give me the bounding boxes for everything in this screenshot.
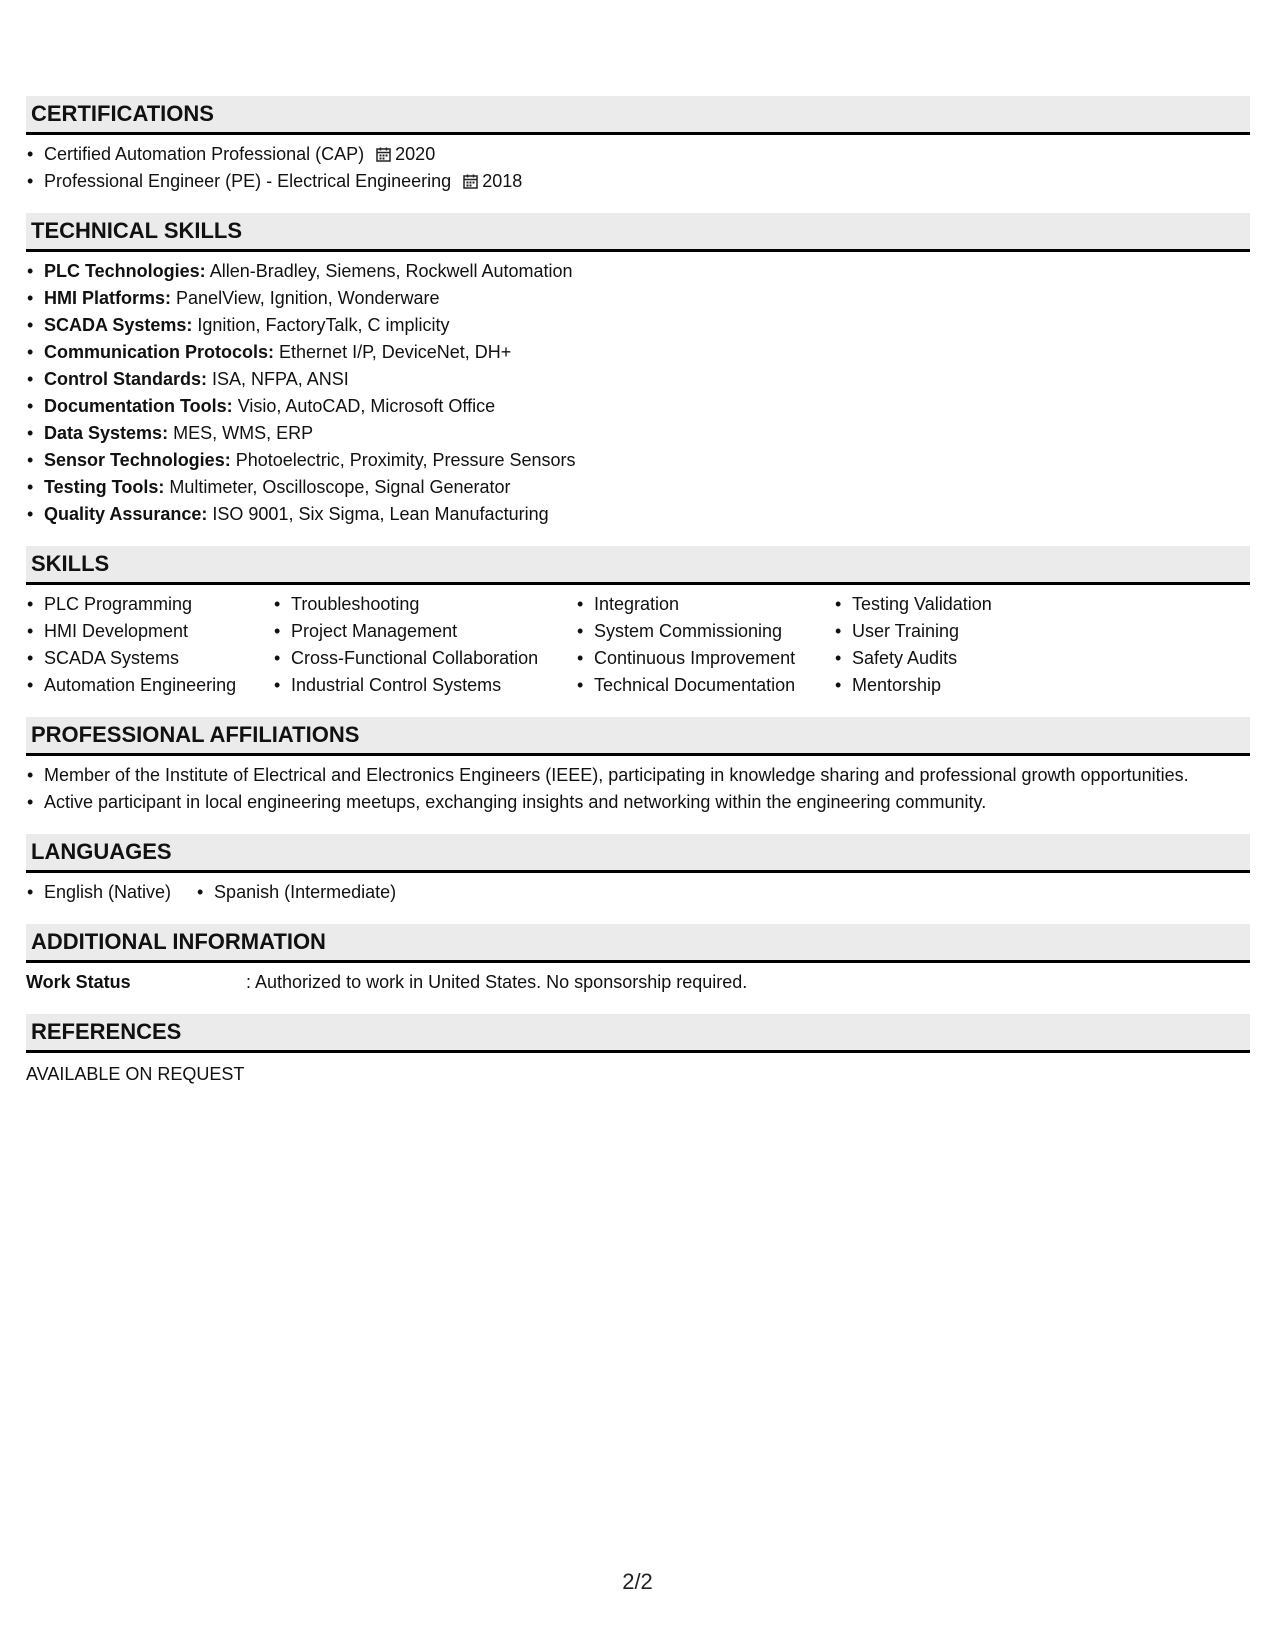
skill-item: • Cross-Functional Collaboration [273, 645, 556, 672]
technical-skill-item [26, 366, 1250, 393]
certification-year: 2018 [482, 171, 523, 191]
skill-item: • Project Management [273, 618, 556, 645]
technical-skill-value: Ignition, FactoryTalk, C implicity [197, 315, 450, 335]
technical-skills-heading: TECHNICAL SKILLS [26, 213, 1250, 252]
work-status-label: Work Status [26, 972, 131, 992]
work-status-value: : Authorized to work in United States. No sponsorship required. [246, 972, 748, 992]
technical-skill-item [26, 393, 1250, 420]
references-heading: REFERENCES [26, 1014, 1250, 1053]
technical-skill-item [26, 285, 1250, 312]
skills-section [26, 546, 1250, 699]
references-section [26, 1014, 1250, 1088]
technical-skill-item [26, 312, 1250, 339]
skill-item: • Industrial Control Systems [273, 672, 556, 699]
technical-skill-item [26, 501, 1250, 528]
skill-item: • PLC Programming [26, 591, 253, 618]
technical-skill-label: SCADA Systems: [44, 315, 193, 335]
certifications-heading: CERTIFICATIONS [26, 96, 1250, 135]
technical-skill-label: HMI Platforms: [44, 288, 172, 308]
skills-column [26, 591, 253, 699]
languages-list [26, 873, 1250, 906]
skill-item: • Troubleshooting [273, 591, 556, 618]
language-item: • English (Native) [26, 879, 171, 906]
technical-skill-label: Data Systems: [44, 423, 169, 443]
technical-skill-item [26, 339, 1250, 366]
languages-section [26, 834, 1250, 906]
certifications-list [26, 135, 1250, 195]
certification-name: Professional Engineer (PE) - Electrical Engineering [44, 171, 452, 191]
skill-item: • Continuous Improvement [576, 645, 814, 672]
technical-skill-label: Documentation Tools: [44, 396, 233, 416]
technical-skills-section [26, 213, 1250, 528]
skill-item: • Automation Engineering [26, 672, 253, 699]
skills-columns [26, 585, 1250, 699]
technical-skill-label: Communication Protocols: [44, 342, 275, 362]
skill-item: • Integration [576, 591, 814, 618]
affiliations-heading: PROFESSIONAL AFFILIATIONS [26, 717, 1250, 756]
skills-column [273, 591, 556, 699]
certifications-section [26, 96, 1250, 195]
language-item: • Spanish (Intermediate) [196, 879, 396, 906]
skill-item: • SCADA Systems [26, 645, 253, 672]
skill-item: • Testing Validation [834, 591, 992, 618]
certification-name: Certified Automation Professional (CAP) [44, 144, 365, 164]
certification-item [26, 168, 1250, 195]
certification-year: 2020 [395, 144, 436, 164]
skill-item: • Technical Documentation [576, 672, 814, 699]
certification-item [26, 141, 1250, 168]
technical-skill-label: Testing Tools: [44, 477, 165, 497]
technical-skill-item [26, 420, 1250, 447]
technical-skill-value: PanelView, Ignition, Wonderware [176, 288, 440, 308]
technical-skills-list [26, 252, 1250, 528]
technical-skill-value: Visio, AutoCAD, Microsoft Office [237, 396, 496, 416]
page-number: 2/2 [622, 1569, 653, 1594]
affiliation-item: • Member of the Institute of Electrical and Electronics Engineers (IEEE), participating in knowledge sharing and professional growth opportunities. [26, 762, 1250, 789]
technical-skill-label: Sensor Technologies: [44, 450, 231, 470]
technical-skill-label: Control Standards: [44, 369, 208, 389]
skill-item: • User Training [834, 618, 992, 645]
skills-heading: SKILLS [26, 546, 1250, 585]
technical-skill-value: ISO 9001, Six Sigma, Lean Manufacturing [212, 504, 549, 524]
skill-item: • System Commissioning [576, 618, 814, 645]
skills-column [834, 591, 992, 699]
skill-item: • HMI Development [26, 618, 253, 645]
resume-page [26, 96, 1250, 1106]
technical-skill-value: Photoelectric, Proximity, Pressure Sensors [235, 450, 576, 470]
technical-skill-value: MES, WMS, ERP [173, 423, 314, 443]
affiliation-item: • Active participant in local engineering meetups, exchanging insights and networking within the engineering community. [26, 789, 1250, 816]
technical-skill-item [26, 258, 1250, 285]
additional-info-section [26, 924, 1250, 996]
technical-skill-item [26, 474, 1250, 501]
work-status-row [26, 963, 1250, 996]
skill-item: • Mentorship [834, 672, 992, 699]
additional-info-heading: ADDITIONAL INFORMATION [26, 924, 1250, 963]
skills-column [576, 591, 814, 699]
technical-skill-value: Ethernet I/P, DeviceNet, DH+ [279, 342, 512, 362]
technical-skill-label: Quality Assurance: [44, 504, 208, 524]
technical-skill-value: Allen-Bradley, Siemens, Rockwell Automation [209, 261, 573, 281]
languages-heading: LANGUAGES [26, 834, 1250, 873]
technical-skill-item [26, 447, 1250, 474]
references-text: AVAILABLE ON REQUEST [26, 1064, 245, 1084]
affiliations-section [26, 717, 1250, 816]
technical-skill-label: PLC Technologies: [44, 261, 206, 281]
calendar-icon [376, 147, 391, 162]
technical-skill-value: Multimeter, Oscilloscope, Signal Generator [169, 477, 511, 497]
skill-item: • Safety Audits [834, 645, 992, 672]
technical-skill-value: ISA, NFPA, ANSI [212, 369, 349, 389]
affiliations-list [26, 756, 1250, 816]
calendar-icon [463, 174, 478, 189]
